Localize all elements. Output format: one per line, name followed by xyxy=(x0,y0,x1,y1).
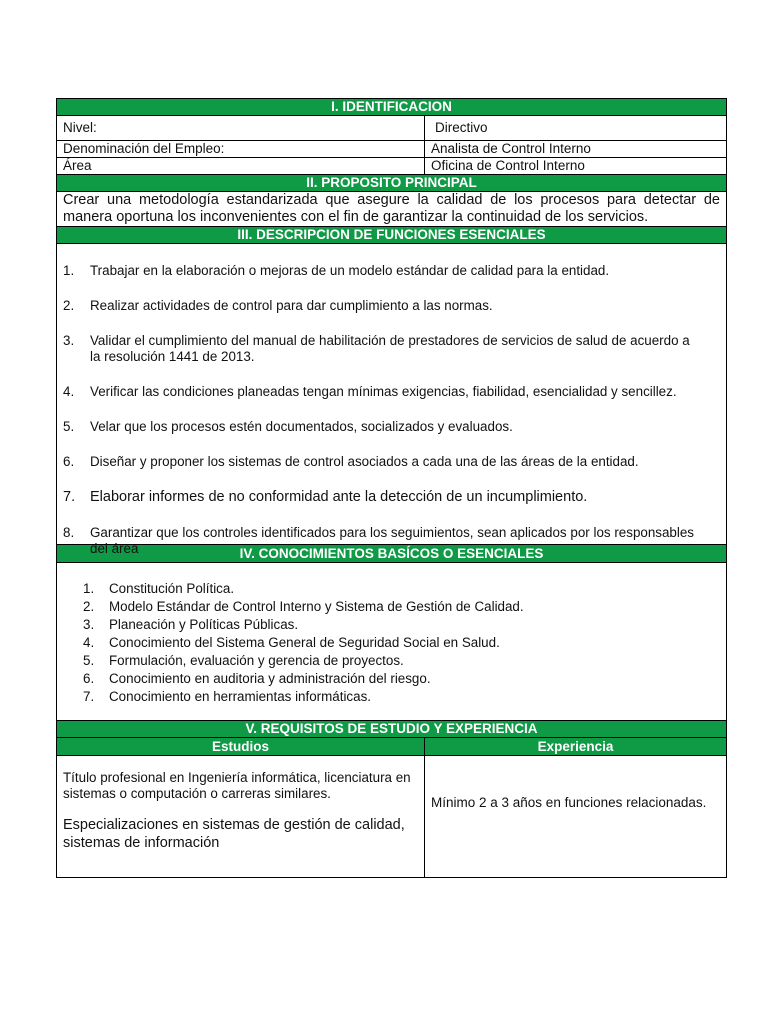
experiencia-header-cell xyxy=(425,738,726,756)
function-text: Trabajar en la elaboración o mejoras de un modelo estándar de calidad para la entidad. xyxy=(90,263,610,278)
row-nivel xyxy=(57,116,726,141)
function-number: 2. xyxy=(63,298,75,313)
function-item xyxy=(63,384,694,400)
col-header-experiencia: Experiencia xyxy=(425,738,726,756)
function-text: Velar que los procesos estén documentados, socializados y evaluados. xyxy=(90,419,513,434)
knowledge-list xyxy=(57,563,726,721)
function-item xyxy=(63,298,694,314)
knowledge-item xyxy=(83,688,720,706)
knowledge-text: Modelo Estándar de Control Interno y Sistema de Gestión de Calidad. xyxy=(109,599,524,614)
function-item xyxy=(63,454,694,470)
estudios-titulo: Título profesional en Ingeniería informática, licenciatura en sistemas o computación o carreras similares. xyxy=(63,770,411,801)
function-item xyxy=(63,333,694,365)
knowledge-text: Conocimiento en auditoria y administración del riesgo. xyxy=(109,671,431,686)
row-denominacion xyxy=(57,141,726,158)
estudios-especializaciones: Especializaciones en sistemas de gestión de calidad, sistemas de información xyxy=(63,817,405,851)
function-item xyxy=(63,419,694,435)
knowledge-text: Constitución Política. xyxy=(109,581,235,596)
section-header-funciones: III. DESCRIPCION DE FUNCIONES ESENCIALES xyxy=(57,227,726,244)
knowledge-item xyxy=(83,634,720,652)
function-text: Verificar las condiciones planeadas tengan mínimas exigencias, fiabilidad, esencialidad y sencillez. xyxy=(90,384,677,399)
function-text: Validar el cumplimiento del manual de habilitación de prestadores de servicios de salud de acuerdo a la resolución 1441 de 2013. xyxy=(90,333,690,364)
job-profile-table xyxy=(56,98,727,878)
section-header-conocimientos: IV. CONOCIMIENTOS BASÍCOS O ESENCIALES xyxy=(57,545,726,563)
function-text: Elaborar informes de no conformidad ante la detección de un incumplimiento. xyxy=(90,489,588,505)
function-item xyxy=(63,488,694,506)
function-number: 1. xyxy=(63,263,75,278)
function-number: 6. xyxy=(63,454,75,469)
knowledge-item xyxy=(83,580,720,598)
row-area xyxy=(57,158,726,175)
knowledge-item xyxy=(83,616,720,634)
function-number: 3. xyxy=(63,333,75,348)
label-area: Área xyxy=(57,158,425,174)
function-number: 5. xyxy=(63,419,75,434)
knowledge-text: Planeación y Políticas Públicas. xyxy=(109,617,299,632)
label-nivel: Nivel: xyxy=(57,116,425,140)
value-denominacion: Analista de Control Interno xyxy=(431,141,591,156)
function-text: Realizar actividades de control para dar cumplimiento a las normas. xyxy=(90,298,493,313)
section-header-identificacion: I. IDENTIFICACION xyxy=(57,99,726,116)
value-nivel: Directivo xyxy=(435,120,488,135)
knowledge-number: 4. xyxy=(83,635,95,650)
function-number: 8. xyxy=(63,525,75,540)
function-text: Garantizar que los controles identificados para los seguimientos, sean aplicados por los responsables del área xyxy=(90,525,694,556)
section-header-proposito: II. PROPOSITO PRINCIPAL xyxy=(57,175,726,192)
requirements-body xyxy=(57,756,726,877)
estudios-cell xyxy=(57,756,425,877)
col-header-estudios: Estudios xyxy=(57,738,424,756)
purpose-text: Crear una metodología estandarizada que asegure la calidad de los procesos para detectar de manera oportuna los inconvenientes con el fin de garantizar la continuidad de los servicios. xyxy=(57,192,726,227)
label-denominacion: Denominación del Empleo: xyxy=(57,141,425,157)
knowledge-number: 6. xyxy=(83,671,95,686)
function-number: 7. xyxy=(63,489,76,505)
function-text: Diseñar y proponer los sistemas de control asociados a cada una de las áreas de la entidad. xyxy=(90,454,639,469)
knowledge-item xyxy=(83,598,720,616)
experiencia-cell: Mínimo 2 a 3 años en funciones relacionadas. xyxy=(431,795,707,810)
knowledge-number: 5. xyxy=(83,653,95,668)
knowledge-text: Conocimiento del Sistema General de Seguridad Social en Salud. xyxy=(109,635,500,650)
function-number: 4. xyxy=(63,384,75,399)
value-area: Oficina de Control Interno xyxy=(431,158,585,173)
requirements-column-headers xyxy=(57,738,726,756)
section-header-requisitos: V. REQUISITOS DE ESTUDIO Y EXPERIENCIA xyxy=(57,721,726,738)
knowledge-number: 2. xyxy=(83,599,95,614)
knowledge-item xyxy=(83,670,720,688)
knowledge-number: 3. xyxy=(83,617,95,632)
knowledge-item xyxy=(83,652,720,670)
knowledge-text: Formulación, evaluación y gerencia de proyectos. xyxy=(109,653,404,668)
knowledge-number: 1. xyxy=(83,581,95,596)
knowledge-number: 7. xyxy=(83,689,95,704)
estudios-header-cell xyxy=(57,738,425,756)
function-item xyxy=(63,263,694,279)
knowledge-text: Conocimiento en herramientas informáticas. xyxy=(109,689,371,704)
